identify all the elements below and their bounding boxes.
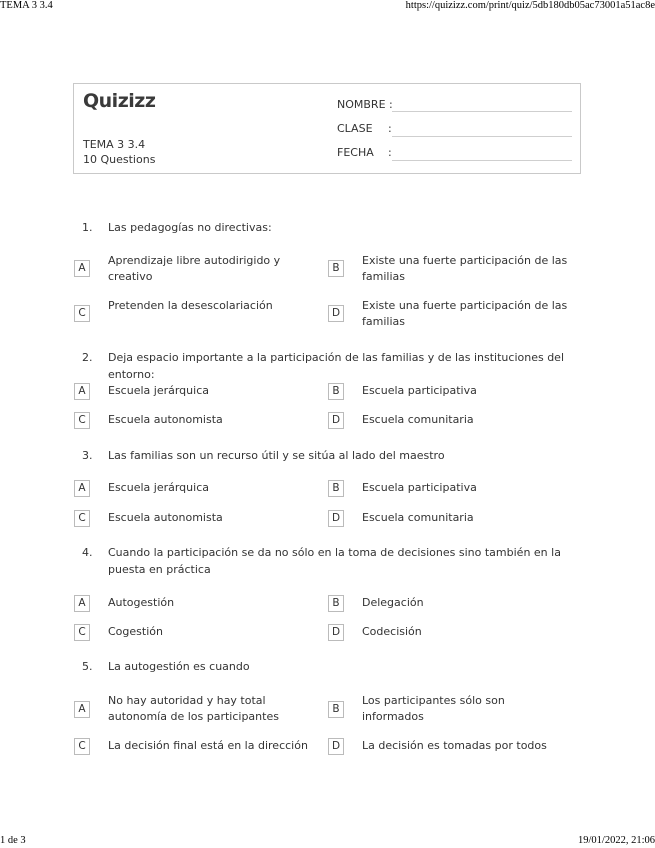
option-box-c: C	[74, 624, 90, 641]
option-text: Escuela autonomista	[108, 511, 223, 524]
option-text: Escuela comunitaria	[362, 511, 474, 524]
option-text: Los participantes sólo son informados	[362, 694, 505, 723]
option-box-c: C	[74, 738, 90, 755]
option-box-c: C	[74, 510, 90, 527]
option-text: Pretenden la desescolariación	[108, 299, 273, 312]
quizizz-logo: Quizizz	[83, 90, 156, 112]
date-line	[392, 160, 572, 161]
option-text: Aprendizaje libre autodirigido y creativo	[108, 254, 281, 283]
option-text: Existe una fuerte participación de las familias	[362, 254, 568, 283]
option-text: Escuela participativa	[362, 384, 477, 397]
option-box-b: B	[328, 701, 344, 718]
option-box-d: D	[328, 510, 344, 527]
option-box-d: D	[328, 305, 344, 322]
date-colon: :	[388, 146, 392, 159]
class-line	[392, 136, 572, 137]
print-footer-page: 1 de 3	[0, 835, 26, 846]
option-box-d: D	[328, 412, 344, 429]
print-footer-datetime: 19/01/2022, 21:06	[577, 835, 655, 846]
option-text: La decisión es tomadas por todos	[362, 739, 547, 752]
option-text: Escuela jerárquica	[108, 481, 209, 494]
question-number: 3.	[82, 449, 93, 462]
class-label: CLASE	[337, 122, 373, 135]
question-text: La autogestión es cuando	[108, 660, 250, 673]
question-text: Las pedagogías no directivas:	[108, 221, 272, 234]
name-line	[392, 111, 572, 112]
question-number: 1.	[82, 221, 93, 234]
print-header-title: TEMA 3 3.4	[0, 0, 53, 11]
option-box-a: A	[74, 701, 90, 718]
option-box-b: B	[328, 480, 344, 497]
option-text: Escuela autonomista	[108, 413, 223, 426]
option-box-a: A	[74, 480, 90, 497]
option-box-b: B	[328, 383, 344, 400]
option-box-b: B	[328, 260, 344, 277]
option-box-d: D	[328, 624, 344, 641]
option-box-c: C	[74, 412, 90, 429]
quiz-info-box	[73, 83, 581, 174]
question-count: 10 Questions	[83, 153, 156, 166]
option-box-a: A	[74, 260, 90, 277]
option-text: Escuela comunitaria	[362, 413, 474, 426]
class-colon: :	[388, 122, 392, 135]
question-text: Deja espacio importante a la participación de las familias y de las instituciones del entorno:	[108, 351, 565, 381]
option-text: La decisión final está en la dirección	[108, 739, 308, 752]
option-box-d: D	[328, 738, 344, 755]
option-box-a: A	[74, 383, 90, 400]
question-text: Las familias son un recurso útil y se sitúa al lado del maestro	[108, 449, 445, 462]
date-label: FECHA	[337, 146, 374, 159]
option-text: Cogestión	[108, 625, 163, 638]
option-text: Existe una fuerte participación de las familias	[362, 299, 568, 328]
question-number: 2.	[82, 351, 93, 364]
question-number: 5.	[82, 660, 93, 673]
option-text: No hay autoridad y hay total autonomía de los participantes	[108, 694, 279, 723]
quiz-title: TEMA 3 3.4	[83, 138, 146, 151]
option-text: Delegación	[362, 596, 424, 609]
option-text: Autogestión	[108, 596, 175, 609]
print-header-url: https://quizizz.com/print/quiz/5db180db05ac73001a51ac8e	[405, 0, 655, 11]
name-label: NOMBRE :	[337, 98, 393, 111]
option-text: Escuela jerárquica	[108, 384, 209, 397]
option-box-a: A	[74, 595, 90, 612]
option-box-b: B	[328, 595, 344, 612]
option-text: Escuela participativa	[362, 481, 477, 494]
question-text: Cuando la participación se da no sólo en la toma de decisiones sino también en la puesta en práctica	[108, 546, 561, 576]
option-box-c: C	[74, 305, 90, 322]
option-text: Codecisión	[362, 625, 422, 638]
question-number: 4.	[82, 546, 93, 559]
